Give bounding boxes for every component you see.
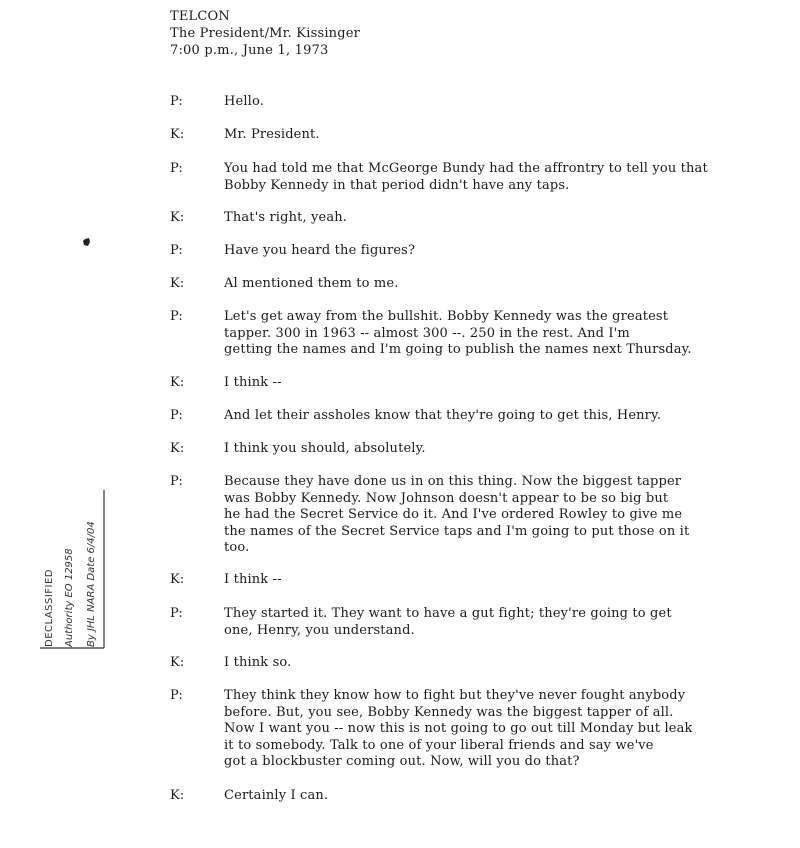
speaker-label: P: <box>170 688 183 703</box>
speaker-label: P: <box>170 606 183 621</box>
header-datetime: 7:00 p.m., June 1, 1973 <box>170 43 329 58</box>
speaker-label: P: <box>170 161 183 176</box>
speaker-label: K: <box>170 375 185 390</box>
dialogue-text: I think you should, absolutely. <box>224 441 426 456</box>
dialogue-text: Have you heard the figures? <box>224 243 416 258</box>
dialogue-text: They think they know how to fight but they've never fought anybody before. But, you see, Bobby Kennedy was the biggest tapper of all. Now I want you -- now this is not going to go out till Monday but leak it to somebody. Talk to one of your liberal friends and say we've got a blockbuster coming out. Now, will you do that? <box>224 688 693 769</box>
declassified-stamp <box>38 488 108 653</box>
speaker-label: P: <box>170 474 183 489</box>
speaker-label: P: <box>170 94 183 109</box>
dialogue-text: They started it. They want to have a gut fight; they're going to get one, Henry, you understand. <box>224 606 672 638</box>
dialogue-text: Hello. <box>224 94 264 109</box>
dialogue-text: I think so. <box>224 655 292 670</box>
dialogue-text: I think -- <box>224 572 282 587</box>
dialogue-text: I think -- <box>224 375 282 390</box>
stamp-by-line: By JHL NARA Date 6/4/04 <box>86 521 97 647</box>
dialogue-text: You had told me that McGeorge Bundy had the affrontry to tell you that Bobby Kennedy in that period didn't have any taps. <box>224 161 708 193</box>
speaker-label: K: <box>170 655 185 670</box>
dialogue-text: Let's get away from the bullshit. Bobby Kennedy was the greatest tapper. 300 in 1963 -- almost 300 --. 250 in the rest. And I'm getting the names and I'm going to publish the names next Thursday. <box>224 309 692 357</box>
header-participants: The President/Mr. Kissinger <box>170 26 361 41</box>
document-header <box>170 8 360 59</box>
speaker-label: K: <box>170 127 185 142</box>
speaker-label: K: <box>170 572 185 587</box>
dialogue-text: Al mentioned them to me. <box>224 276 399 291</box>
stamp-authority: Authority EO 12958 <box>64 548 75 647</box>
speaker-label: K: <box>170 788 185 803</box>
speaker-label: K: <box>170 441 185 456</box>
stamp-label: DECLASSIFIED <box>44 568 55 647</box>
speaker-label: K: <box>170 210 185 225</box>
dialogue-text: Certainly I can. <box>224 788 329 803</box>
header-title: TELCON <box>170 9 230 24</box>
dialogue-text: And let their assholes know that they're going to get this, Henry. <box>224 408 662 423</box>
speaker-label: P: <box>170 243 183 258</box>
speaker-label: P: <box>170 309 183 324</box>
ink-spot <box>83 238 91 247</box>
dialogue-text: Mr. President. <box>224 127 320 142</box>
speaker-label: P: <box>170 408 183 423</box>
speaker-label: K: <box>170 276 185 291</box>
dialogue-text: That's right, yeah. <box>224 210 348 225</box>
dialogue-text: Because they have done us in on this thing. Now the biggest tapper was Bobby Kennedy. Now Johnson doesn't appear to be so big but he had the Secret Service do it. And I've ordered Rowley to give me the names of the Secret Service taps and I'm going to put those on it too. <box>224 474 690 555</box>
